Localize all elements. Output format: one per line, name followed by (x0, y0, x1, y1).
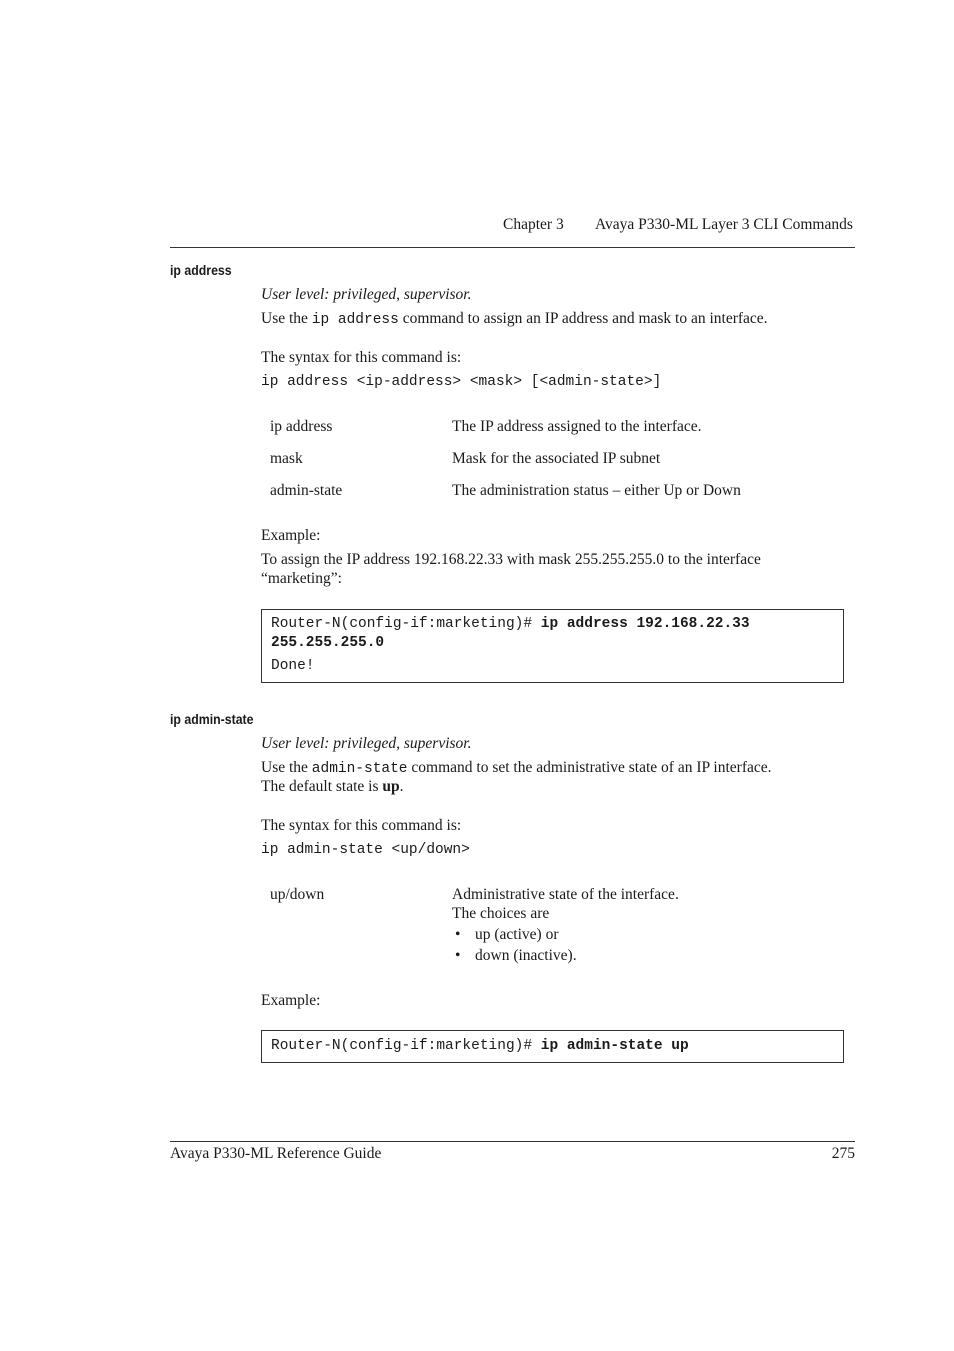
example-label: Example: (261, 527, 321, 544)
header-rule (170, 247, 855, 248)
intro-paragraph: Use the admin-state command to set the administrative state of an IP interface. (261, 759, 772, 777)
footer-rule (170, 1141, 855, 1142)
inline-command: ip address (311, 312, 399, 328)
section-heading-ip-address: ip address (170, 262, 232, 278)
param-desc: The choices are (452, 905, 550, 922)
example-label: Example: (261, 992, 321, 1009)
code-example-box (261, 609, 844, 683)
intro-paragraph: Use the ip address command to assign an IP address and mask to an interface. (261, 310, 768, 328)
example-text: “marketing”: (261, 570, 342, 587)
param-name: mask (270, 450, 303, 467)
example-text: To assign the IP address 192.168.22.33 with mask 255.255.255.0 to the interface (261, 551, 761, 568)
param-desc: Mask for the associated IP subnet (452, 450, 661, 467)
param-name: ip address (270, 418, 333, 435)
param-desc: The IP address assigned to the interface. (452, 418, 702, 435)
code-line: 255.255.255.0 (271, 635, 385, 651)
syntax-line: ip address <ip-address> <mask> [<admin-state>] (261, 374, 662, 390)
param-desc: The administration status – either Up or Down (452, 482, 741, 499)
inline-command: admin-state (311, 761, 408, 777)
code-output: Done! (271, 658, 315, 674)
param-name: admin-state (270, 482, 343, 499)
page-number: 275 (831, 1145, 855, 1162)
header-chapter: Chapter 3 (503, 216, 564, 233)
footer-title: Avaya P330-ML Reference Guide (170, 1145, 382, 1162)
syntax-intro: The syntax for this command is: (261, 817, 462, 834)
section-heading-ip-admin-state: ip admin-state (170, 711, 254, 727)
intro-paragraph-line2: The default state is up. (261, 778, 404, 795)
user-level-text: User level: privileged, supervisor. (261, 735, 472, 752)
header-title: Avaya P330-ML Layer 3 CLI Commands (595, 216, 853, 233)
param-name: up/down (270, 886, 325, 903)
choice-list-item: • down (inactive). (475, 947, 577, 965)
user-level-text: User level: privileged, supervisor. (261, 286, 472, 303)
code-example-box (261, 1030, 844, 1063)
syntax-line: ip admin-state <up/down> (261, 842, 470, 858)
param-desc: Administrative state of the interface. (452, 886, 679, 903)
choice-list-item: • up (active) or (475, 926, 559, 944)
code-line: Router-N(config-if:marketing)# ip admin-state up (271, 1038, 689, 1054)
syntax-intro: The syntax for this command is: (261, 349, 462, 366)
code-line: Router-N(config-if:marketing)# ip address 192.168.22.33 (271, 616, 750, 632)
